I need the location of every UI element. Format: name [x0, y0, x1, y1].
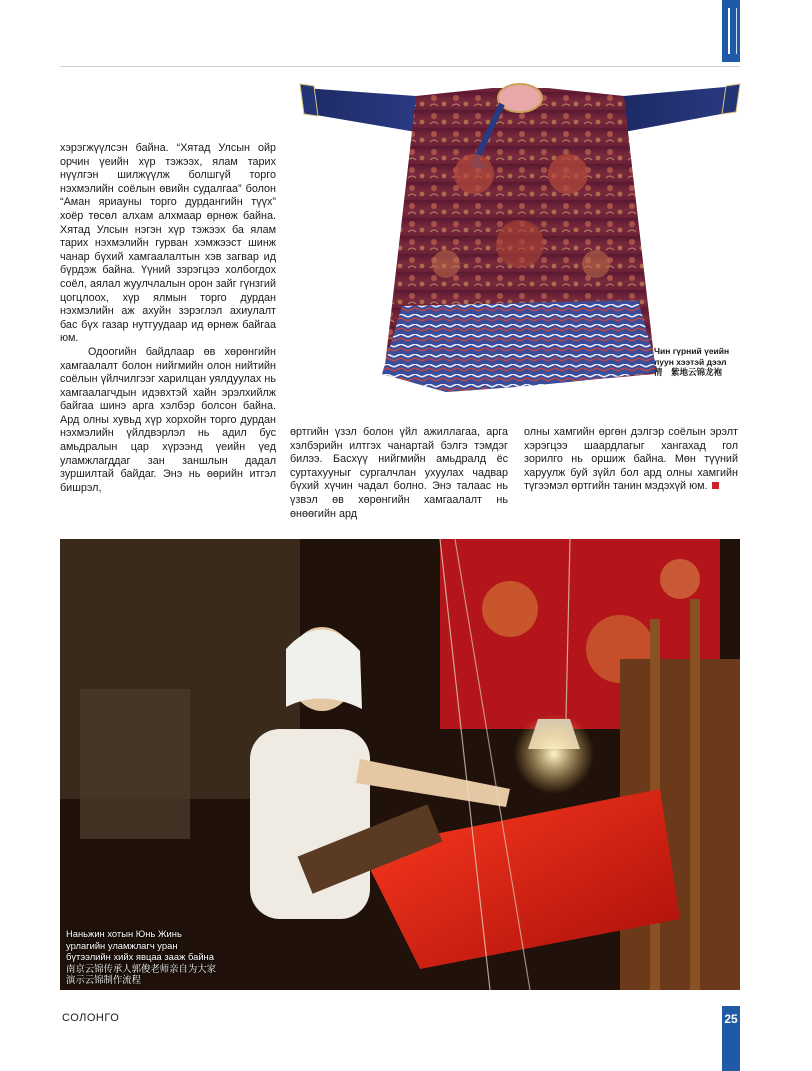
caption-line: Наньжин хотын Юнь Жинь [66, 928, 182, 939]
page-number: 25 [724, 1012, 738, 1026]
loom-photo-caption [66, 928, 266, 986]
robe-caption-line: Чин гүрний үеийн [654, 346, 730, 356]
caption-line: бүтээлийн хийх явцаа зааж байна [66, 951, 214, 963]
magazine-title: СОЛОНГО [62, 1012, 120, 1024]
article-column-3 [524, 426, 738, 494]
paragraph: хэрэгжүүлсэн байна. “Хятад Улсын ойр орчин үеийн хүр тэжээх, ялам тарих нүүлгэн шилжүүлж болшгүй торго нэхмэлийн соёлын өвийн судалгаа” болон “Аман яриаyны торго дурдангийн түүх” хоёр төсөл алхам алхмаар өрнөж байна. Хятад Улсын нэгэн хүр тэжээх ба ялам тарих нэхмэлийн гурван хэмжээст шинж чанар бүхий хамгаалалтын хэв загвар ид бүрдэж байна. Үүний зэрэгцээ холбогдох соёл, аялал жуулчлалын орон зайг гүнзгий цогцлоох, хүр ялмын торго дурдан нэхмэлийн аж ахуйн зэрэглэл ахиулалт бас бүх газар нутгуудаар ид өрнөж байгаа юм. [60, 142, 276, 345]
paragraph [524, 426, 738, 494]
article-column-1 [60, 142, 276, 495]
end-of-article-mark [712, 482, 719, 489]
caption-line: 演示云锦制作流程 [66, 974, 142, 986]
robe-caption [654, 346, 738, 378]
page-number-tab [722, 1006, 740, 1071]
caption-line: 南京云锦传承人郭俊老师亲自为大家 [66, 962, 217, 974]
header-divider [60, 66, 740, 67]
article-column-2 [290, 426, 508, 521]
magazine-logo-tab [722, 0, 740, 62]
caption-line: урлагийн уламжлагч урaн [66, 939, 178, 951]
loom-weaver-photo [60, 539, 740, 990]
robe-caption-line: 清 紫地云锦龙袍 [654, 367, 723, 377]
robe-caption-line: луун хээтэй дээл [654, 356, 727, 367]
paragraph: Одоогийн байдлаар өв хөрөнгийн хамгаалалт болон нийгмийн олон нийтийн соёлын үйлчилгээг харилцан уялдуулах нь хамгаалагчдын идэвхтэй хайн эрэлхийлж байгаа шинэ арга хэлбэр болсон байна. Ард олны хувьд хүр хорхойн торго дурдан нэхмэлийн үйлдвэрлэл нь адил бус амьдралын цар хүрээнд үеийн үед уламжлагддаг зан заншлын дадал зуршилтай байдаг. Энэ нь өөрийн итгэл бишрэл, [60, 345, 276, 494]
paragraph-text: олны хамгийн өргөн дэлгэр соёлын эрэлт хэрэгцээ шаардлагыг хангахад гол зорилго нь оршиж байна. Мөн түүний харуулж буй зүйл бол ард олны хамгийн түгээмэл өртгийн танин мэдэхүй юм. [524, 426, 738, 493]
mongolian-script-logo [728, 8, 737, 54]
paragraph: өртгийн үзэл болон үйл ажиллагаа, арга хэлбэрийн илтгэх чанартай бэлгэ тэмдэг билээ. Басхүү нийгмийн амьдралд ёс суртахууныг сургалчлан ухуулах чадвар бүхий хүчин чадал болно. Энэ талаас нь үзвэл өв хөрөнгийн хамгаалалт нь өнөөгийн ард [290, 426, 508, 520]
